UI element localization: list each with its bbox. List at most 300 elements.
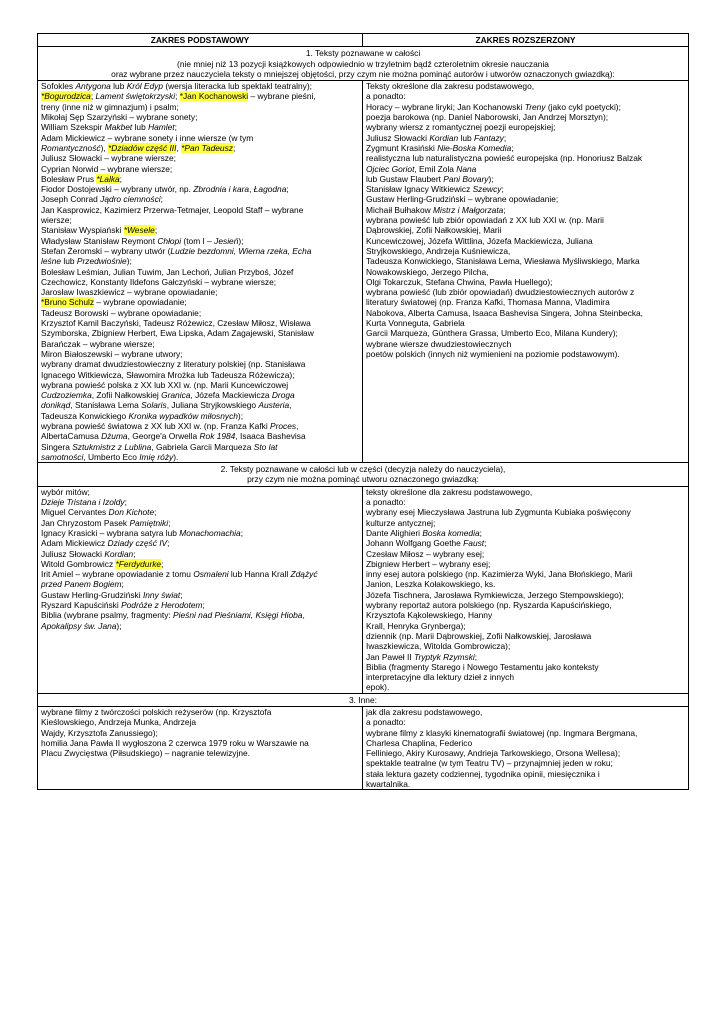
text-run: Zygmunt Krasiński: [366, 142, 438, 153]
text-run: lub Gustaw Flaubert: [366, 173, 444, 184]
text-run: , Juliana Stryjkowskiego: [166, 400, 259, 411]
text-run: Ignacy Krasicki – wybrana satyra lub: [41, 527, 180, 538]
header-basic-scope: ZAKRES PODSTAWOWY: [38, 34, 363, 47]
text-run: kulturze antycznej;: [366, 517, 436, 528]
text-run: , George'a Orwella: [127, 431, 200, 442]
list-line: [366, 246, 685, 256]
text-run: (jako cykl poetycki);: [545, 101, 621, 112]
list-line: [366, 610, 685, 620]
highlighted-required-text: *Wesele: [123, 225, 155, 236]
list-line: [41, 143, 359, 153]
text-run: interpretacyjne dla lektury dzieł z innych: [366, 672, 515, 683]
text-run: Cudzoziemka: [41, 390, 92, 401]
list-line: [41, 549, 359, 559]
section-title-row: [38, 47, 689, 81]
section-title: [38, 693, 689, 706]
text-run: Nana: [456, 163, 477, 174]
list-line: [41, 569, 359, 579]
list-line: [41, 538, 359, 548]
section-content-row: [38, 707, 689, 790]
list-line: [41, 590, 359, 600]
list-line: [366, 143, 685, 153]
list-line: [366, 318, 685, 328]
text-run: Jarosław Iwaszkiewicz – wybrane opowiadanie;: [41, 287, 218, 298]
section-title-row: [38, 693, 689, 706]
text-run: poetów polskich (innych niż wymienieni na poziomie podstawowym).: [366, 348, 620, 359]
text-run: Mistrz i Małgorzata: [433, 204, 504, 215]
list-line: [366, 225, 685, 235]
text-run: ;: [167, 538, 170, 549]
list-line: [366, 215, 685, 225]
text-run: realistyczna lub naturalistyczna powieść europejska (np. Honoriusz Balzak: [366, 153, 643, 164]
text-run: Inny świat: [142, 589, 181, 600]
list-line: [41, 579, 359, 589]
text-run: wybrana powieść lub zbiór opowiadań z XX lub XXI w. (np. Marii: [366, 215, 604, 226]
extended-scope-cell: [363, 81, 689, 463]
text-run: Charlesa Chaplina, Federico: [366, 737, 473, 748]
text-run: Fiodor Dostojewski – wybrany utwór, np.: [41, 184, 194, 195]
section-title-line: 3. Inne:: [349, 694, 377, 705]
list-line: [41, 308, 359, 318]
list-line: [366, 267, 685, 277]
text-run: ;: [232, 142, 236, 153]
text-run: lub: [132, 122, 149, 133]
text-run: Pani Bovary: [443, 173, 489, 184]
basic-scope-cell: [38, 486, 363, 693]
list-line: [41, 287, 359, 297]
text-run: Teksty określone dla zakresu podstawowego,: [366, 81, 535, 92]
text-run: stała lektura gazety codziennej, tygodnika opinii, miesięcznika i: [366, 768, 600, 779]
text-run: Juliusz Słowacki – wybrane wiersze;: [41, 153, 176, 164]
list-line: [41, 452, 359, 462]
text-run: );: [488, 173, 494, 184]
text-run: Dzieje Tristana i Izoldy: [41, 497, 125, 508]
extended-scope-cell: [363, 707, 689, 790]
text-run: Monachomachia: [179, 527, 241, 538]
text-run: Rok 1984: [199, 431, 236, 442]
section-title-row: [38, 463, 689, 487]
list-line: [366, 91, 685, 101]
text-run: wybrana powieść polska z XX lub XXI w. (np. Marii Kuncewiczowej: [41, 379, 289, 390]
text-run: ;: [175, 91, 180, 102]
section-content-row: [38, 81, 689, 463]
text-run: Sto lat: [253, 441, 278, 452]
list-line: [41, 728, 359, 738]
list-line: [41, 194, 359, 204]
text-run: lub: [110, 81, 127, 92]
highlighted-required-text: *Dziadów część III: [108, 142, 177, 153]
list-line: [366, 133, 685, 143]
text-run: treny (inne niż w gimnazjum) i psalm;: [41, 101, 179, 112]
text-run: Johann Wolfgang Goethe: [366, 538, 464, 549]
list-line: [41, 621, 359, 631]
text-run: Józefa Tischnera, Jarosława Rymkiewicza, Jerzego Stempowskiego);: [366, 589, 624, 600]
list-line: [366, 507, 685, 517]
list-line: [41, 421, 359, 431]
list-line: [366, 528, 685, 538]
text-run: (tom I –: [181, 235, 215, 246]
text-run: Ignacego Witkiewicza, Sławomira Mrożka lub Tadeusza Różewicza);: [41, 369, 295, 380]
text-run: ;: [154, 507, 157, 518]
section-title-line: (nie mniej niż 13 pozycji książkowych odpowiednio w trzyletnim bądź czteroletnim okresie nauczania: [177, 58, 549, 69]
list-line: [41, 518, 359, 528]
text-run: );: [237, 410, 244, 421]
text-run: Dziady część IV: [107, 538, 168, 549]
list-line: [366, 194, 685, 204]
list-line: [41, 431, 359, 441]
text-run: Kordian: [104, 548, 134, 559]
list-line: [41, 411, 359, 421]
text-run: Apokalipsy św. Jana: [41, 620, 117, 631]
text-run: , Józefa Mackiewicza: [190, 390, 272, 401]
text-run: Droga: [271, 390, 295, 401]
reading-list-table: [37, 33, 689, 790]
text-run: Witold Gombrowicz: [41, 558, 116, 569]
text-run: Biblia (wybrane psalmy, fragmenty:: [41, 610, 174, 621]
text-run: Janion, Leszka Kołakowskiego, ks.: [366, 579, 496, 590]
list-line: [366, 559, 685, 569]
header-row: [38, 34, 689, 47]
text-run: lub: [61, 256, 77, 267]
text-run: wybór mitów;: [41, 486, 90, 497]
text-run: ,: [289, 400, 292, 411]
list-line: [41, 122, 359, 132]
text-run: przed Panem Bogiem: [41, 579, 122, 590]
text-run: ;: [160, 194, 163, 205]
list-line: [41, 225, 359, 235]
list-line: [366, 518, 685, 528]
highlighted-required-text: *Lalka: [96, 173, 120, 184]
text-run: inny esej autora polskiego (np. Kazimierza Wyki, Jana Błońskiego, Marii: [366, 569, 633, 580]
text-run: Król Edyp: [126, 81, 163, 92]
text-run: , Zofii Nałkowskiej: [91, 390, 162, 401]
text-run: Sztukmistrz z Lublina: [72, 441, 152, 452]
text-run: Garcii Marqueza, Günthera Grassa, Umberto Eco, Milana Kundery);: [366, 328, 618, 339]
text-run: Kronika wypadków miłosnych: [128, 410, 238, 421]
list-line: [41, 487, 359, 497]
text-run: wybrany reportaż autora polskiego (np. Ryszarda Kapuścińskiego,: [366, 600, 612, 611]
section-content-row: [38, 486, 689, 693]
text-run: Olgi Tokarczuk, Stefana Chwina, Pawła Huellego);: [366, 276, 553, 287]
text-run: ;: [124, 497, 127, 508]
text-run: wybrane wiersze dwudziestowiecznych: [366, 338, 512, 349]
list-line: [366, 682, 685, 692]
text-run: Juliusz Słowacki: [41, 548, 105, 559]
list-line: [41, 174, 359, 184]
list-line: [41, 112, 359, 122]
text-run: Mikołaj Sęp Szarzyński – wybrane sonety;: [41, 112, 198, 123]
list-line: [41, 349, 359, 359]
list-line: [41, 91, 359, 101]
text-run: wybrana powieść (lub zbiór opowiadań) dwudziestowiecznych autorów z: [366, 287, 635, 298]
text-run: – wybrane opowiadanie;: [94, 297, 187, 308]
text-run: Felliniego, Akiry Kurosawy, Andrieja Tarkowskiego, Orsona Wellesa);: [366, 748, 621, 759]
list-line: [366, 707, 685, 717]
section-title-line: 2. Teksty poznawane w całości lub w części (decyzja należy do nauczyciela),: [220, 464, 506, 475]
list-line: [41, 559, 359, 569]
text-run: Granica: [161, 390, 191, 401]
text-run: Faust: [463, 538, 485, 549]
list-line: [366, 738, 685, 748]
text-run: , Umberto Eco: [83, 451, 140, 462]
text-run: Czechowicz, Konstanty Ildefons Gałczyński – wybrane wiersze;: [41, 276, 277, 287]
list-line: [366, 122, 685, 132]
list-line: [41, 442, 359, 452]
list-line: [366, 287, 685, 297]
text-run: Ryszard Kapuściński: [41, 600, 122, 611]
list-line: [41, 528, 359, 538]
list-line: [41, 318, 359, 328]
list-line: [366, 748, 685, 758]
list-line: [41, 277, 359, 287]
text-run: ;: [511, 142, 514, 153]
text-run: Placu Zwycięstwa (Piłsudskiego) – nagranie telewizyjne.: [41, 748, 251, 759]
text-run: (wersja literacka lub spektakl teatralny);: [163, 81, 312, 92]
text-run: Joseph Conrad: [41, 194, 101, 205]
text-run: Proces: [270, 420, 297, 431]
list-line: [366, 81, 685, 91]
text-run: kwartalnika.: [366, 779, 411, 790]
text-run: Szewcy: [472, 184, 502, 195]
list-line: [366, 652, 685, 662]
text-run: ,: [296, 420, 299, 431]
text-run: Jan Paweł II: [366, 651, 414, 662]
text-run: Makbet: [104, 122, 133, 133]
text-run: ).: [173, 451, 179, 462]
text-run: homilia Jana Pawła II wygłoszona 2 czerwca 1979 roku w Warszawie na: [41, 737, 309, 748]
list-line: [366, 672, 685, 682]
text-run: ;: [202, 600, 205, 611]
text-run: Jądro ciemności: [100, 194, 161, 205]
text-run: Kieślowskiego, Andrzeja Munka, Andrzeja: [41, 717, 197, 728]
list-line: [366, 349, 685, 359]
list-line: [41, 359, 359, 369]
text-run: a ponadto:: [366, 91, 406, 102]
list-line: [366, 328, 685, 338]
text-run: ;: [154, 225, 158, 236]
text-run: samotności: [41, 451, 84, 462]
list-line: [366, 256, 685, 266]
text-run: Juliusz Słowacki: [366, 132, 430, 143]
text-run: Stefan Żeromski – wybrany utwór (: [41, 245, 171, 256]
list-line: [366, 164, 685, 174]
text-run: – wybrane pieśni,: [248, 91, 316, 102]
text-run: teksty określone dla zakresu podstawowego,: [366, 486, 533, 497]
text-run: dziennik (np. Marii Dąbrowskiej, Zofii Nałkowskiej, Jarosława: [366, 630, 592, 641]
text-run: poezja barokowa (np. Daniel Naborowski, Jan Andrzej Morsztyn);: [366, 112, 609, 123]
list-line: [366, 569, 685, 579]
section-title: [38, 47, 689, 81]
text-run: ;: [484, 538, 487, 549]
text-run: Iwaszkiewicza, Witolda Gombrowicza);: [366, 641, 511, 652]
text-run: Ludzie bezdomni, Wierna rzeka, Echa: [170, 245, 312, 256]
text-run: wybrany wiersz z romantycznej poezji europejskiej;: [366, 122, 556, 133]
highlighted-required-text: *Bruno Schulz: [41, 297, 95, 308]
text-run: ),: [100, 142, 109, 153]
list-line: [366, 728, 685, 738]
text-run: Antygona: [75, 81, 111, 92]
text-run: Kordian: [429, 132, 459, 143]
text-run: Bolesław Leśmian, Julian Tuwim, Jan Lechoń, Julian Przyboś, Józef: [41, 266, 294, 277]
text-run: Biblia (fragmenty Starego i Nowego Testamentu jako konteksty: [366, 661, 599, 672]
list-line: [41, 738, 359, 748]
text-run: Zbigniew Herbert – wybrany esej;: [366, 558, 491, 569]
list-line: [366, 205, 685, 215]
list-line: [366, 590, 685, 600]
text-run: wybrany esej Mieczysława Jastruna lub Zygmunta Kubiaka poświęcony: [366, 507, 631, 518]
text-run: ;: [503, 204, 506, 215]
text-run: Nabokova, Alberta Camusa, Isaaca Bashevisa Singera, Johna Steinbecka,: [366, 307, 644, 318]
list-line: [41, 164, 359, 174]
list-line: [41, 246, 359, 256]
text-run: ;: [240, 527, 244, 538]
text-run: Treny: [524, 101, 546, 112]
text-run: Władysław Stanisław Reymont: [41, 235, 158, 246]
text-run: Adam Mickiewicz – wybrane sonety i inne wiersze (w tym: [41, 132, 254, 143]
text-run: Krzysztof Kamil Baczyński, Tadeusz Różewicz, Czesław Miłosz, Wisława: [41, 318, 311, 329]
text-run: Nie-Boska Komedia: [437, 142, 512, 153]
text-run: spektakle teatralne (w tym Teatru TV) – przynajmniej jeden w roku;: [366, 758, 613, 769]
text-run: wiersze;: [41, 215, 72, 226]
list-line: [41, 390, 359, 400]
text-run: William Szekspir: [41, 122, 105, 133]
text-run: wybrany dramat dwudziestowieczny z literatury polskiej (np. Stanisława: [41, 359, 306, 370]
list-line: [41, 267, 359, 277]
text-run: AlbertaCamusa: [41, 431, 102, 442]
list-line: [41, 297, 359, 307]
text-run: wybrane filmy z klasyki kinematografii światowej (np. Ingmara Bergmana,: [366, 727, 638, 738]
list-line: [366, 621, 685, 631]
text-run: Zdążyć: [290, 569, 318, 580]
text-run: ;: [121, 579, 124, 590]
text-run: a ponadto:: [366, 497, 406, 508]
text-run: Podróże z Herodotem: [121, 600, 203, 611]
text-run: ;: [174, 122, 177, 133]
text-run: Adam Mickiewicz: [41, 538, 108, 549]
text-run: lub Hanna Krall: [228, 569, 291, 580]
text-run: Zbrodnia i kara: [193, 184, 250, 195]
list-line: [41, 81, 359, 91]
list-line: [41, 339, 359, 349]
basic-scope-cell: [38, 81, 363, 463]
text-run: Fantazy: [474, 132, 504, 143]
text-run: Gustaw Herling-Grudziński – wybrane opowiadanie;: [366, 194, 559, 205]
list-line: [41, 215, 359, 225]
text-run: Irit Amiel – wybrane opowiadanie z tomu: [41, 569, 194, 580]
text-run: ,: [302, 610, 305, 621]
text-run: ;: [180, 589, 183, 600]
list-line: [366, 236, 685, 246]
list-line: [41, 153, 359, 163]
text-run: Nowakowskiego, Jerzego Pilcha,: [366, 266, 489, 277]
text-run: Krzysztofa Kąkolewskiego, Hanny: [366, 610, 493, 621]
text-run: ;: [133, 548, 136, 559]
text-run: ;: [168, 517, 171, 528]
list-line: [366, 308, 685, 318]
text-run: Kurta Vonneguta, Gabriela: [366, 318, 465, 329]
text-run: Barańczak – wybrane wiersze;: [41, 338, 155, 349]
list-line: [366, 112, 685, 122]
text-run: Stryjkowskiego, Andrzeja Kuśniewicza,: [366, 245, 511, 256]
text-run: Osmaleni: [193, 569, 229, 580]
text-run: ;: [474, 651, 478, 662]
highlighted-required-text: *Ferdydurke: [115, 558, 162, 569]
list-line: [366, 631, 685, 641]
text-run: ;: [479, 527, 482, 538]
list-line: [366, 549, 685, 559]
text-run: Solaris: [141, 400, 167, 411]
text-run: ;: [286, 184, 289, 195]
highlighted-required-text: *Jan Kochanowski: [179, 91, 249, 102]
section-title-line: 1. Teksty poznawane w całości: [305, 48, 421, 59]
text-run: );: [126, 256, 132, 267]
text-run: wybrane filmy z twórczości polskich reżyserów (np. Krzysztofa: [41, 707, 272, 717]
text-run: Romantyczność: [41, 142, 101, 153]
list-line: [366, 641, 685, 651]
list-line: [366, 297, 685, 307]
text-run: Miguel Cervantes: [41, 507, 109, 518]
text-run: Chłopi: [157, 235, 182, 246]
text-run: Szymborska, Zbigniew Herbert, Ewa Lipska, Adam Zagajewski, Stanisław: [41, 328, 314, 339]
text-run: Tadeusza Konwickiego, Stanisława Lema, Wiesława Myśliwskiego, Marka: [366, 256, 640, 267]
text-run: ;: [90, 91, 96, 102]
text-run: Gustaw Herling-Grudziński: [41, 589, 143, 600]
list-line: [41, 497, 359, 507]
list-line: [366, 600, 685, 610]
header-extended-scope: ZAKRES ROZSZERZONY: [363, 34, 689, 47]
list-line: [366, 153, 685, 163]
list-line: [41, 184, 359, 194]
text-run: Sofokles: [41, 81, 76, 92]
text-run: literatury światowej (np. Franza Kafki, Thomasa Manna, Vladimira: [366, 297, 610, 308]
list-line: [41, 717, 359, 727]
section-title-line: oraz wybrane przez nauczyciela teksty o mniejszej objętości, przy czym nie można pominąć autorów i utworów oznaczonych gwiazdką):: [111, 68, 615, 79]
text-run: , Isaaca Bashevisa: [235, 431, 306, 442]
text-run: Horacy – wybrane liryki; Jan Kochanowski: [366, 101, 525, 112]
text-run: );: [116, 620, 122, 631]
text-run: Przedwiośnie: [76, 256, 127, 267]
text-run: a ponadto:: [366, 717, 406, 728]
list-line: [41, 400, 359, 410]
text-run: epok).: [366, 682, 390, 693]
list-line: [366, 497, 685, 507]
list-line: [366, 769, 685, 779]
section-title: [38, 463, 689, 487]
text-run: Austeria: [258, 400, 290, 411]
list-line: [41, 370, 359, 380]
text-run: Imię róży: [139, 451, 174, 462]
list-line: [366, 717, 685, 727]
list-line: [366, 779, 685, 789]
text-run: Dżuma: [101, 431, 128, 442]
list-line: [41, 507, 359, 517]
highlighted-required-text: *Pan Tadeusz: [181, 142, 233, 153]
text-run: Michaił Bułhakow: [366, 204, 434, 215]
text-run: donikąd: [41, 400, 71, 411]
highlighted-required-text: *Bogurodzica: [41, 91, 91, 102]
list-line: [366, 339, 685, 349]
text-run: Pamiętniki: [129, 517, 169, 528]
list-line: [41, 610, 359, 620]
text-run: Bolesław Prus: [41, 173, 97, 184]
text-run: ;: [119, 173, 122, 184]
text-run: Tryptyk Rzymski: [413, 651, 475, 662]
basic-scope-cell: [38, 707, 363, 790]
text-run: Czesław Miłosz – wybrany esej;: [366, 548, 485, 559]
list-line: [41, 256, 359, 266]
text-run: Stanisław Wyspiański: [41, 225, 124, 236]
text-run: Tadeusza Konwickiego: [41, 410, 129, 421]
